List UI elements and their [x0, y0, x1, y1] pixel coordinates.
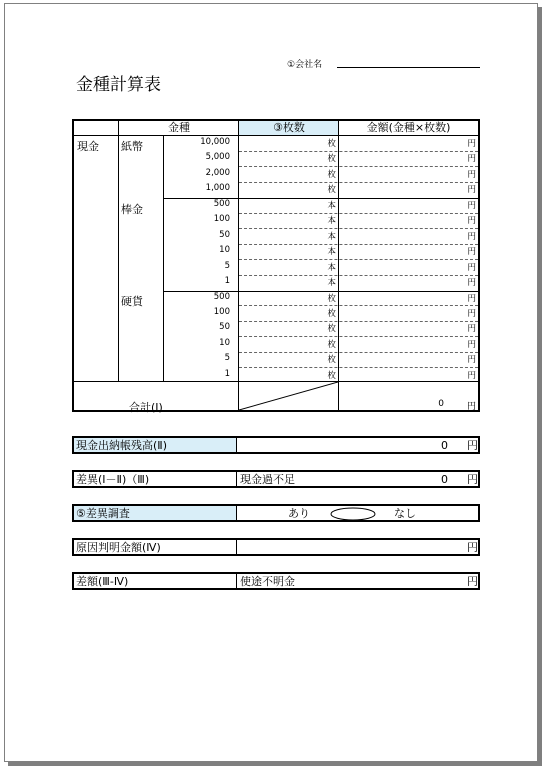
cause-yen: 円	[467, 541, 478, 554]
count-input[interactable]	[239, 307, 319, 320]
diff-yen: 円	[467, 473, 478, 486]
denomination-value: 10	[219, 337, 230, 348]
page-title: 金種計算表	[76, 75, 161, 95]
count-unit: 枚	[327, 169, 336, 180]
amount-yen: 円	[467, 185, 476, 196]
amount-yen: 円	[467, 355, 476, 366]
company-name-label: ①会社名	[287, 60, 323, 70]
denomination-value: 1,000	[205, 183, 230, 194]
denomination-value: 2,000	[205, 167, 230, 178]
amount-yen: 円	[467, 293, 476, 304]
amount-yen: 円	[467, 247, 476, 258]
count-unit: 枚	[327, 339, 336, 350]
group-shihei: 紙幣	[121, 140, 143, 153]
amount-cell	[340, 307, 460, 320]
survey-selection-ellipse	[330, 507, 376, 521]
total-yen: 円	[466, 402, 476, 412]
count-input[interactable]	[239, 353, 319, 366]
denomination-value: 5,000	[205, 152, 230, 163]
count-unit: 本	[327, 262, 336, 273]
count-input[interactable]	[239, 261, 319, 274]
balance-yen: 円	[467, 439, 478, 452]
amount-cell	[340, 137, 460, 150]
count-input[interactable]	[239, 214, 319, 227]
denomination-value: 500	[213, 198, 230, 209]
group-kouka: 硬貨	[121, 295, 143, 308]
amount-yen: 円	[467, 216, 476, 227]
amount-yen: 円	[467, 231, 476, 242]
cause-label: 原因判明金額(Ⅳ)	[74, 540, 237, 554]
denomination-value: 1	[224, 368, 230, 379]
count-input[interactable]	[239, 338, 319, 351]
amount-cell	[340, 230, 460, 243]
diff-value: 0	[441, 473, 448, 486]
denomination-value: 500	[213, 291, 230, 302]
denomination-value: 10	[219, 245, 230, 256]
company-name-field[interactable]	[337, 67, 480, 68]
count-unit: 本	[327, 231, 336, 242]
amount-cell	[340, 292, 460, 305]
amount-cell	[340, 369, 460, 382]
count-input[interactable]	[239, 322, 319, 335]
amount-cell	[340, 152, 460, 165]
count-input[interactable]	[239, 199, 319, 212]
count-input[interactable]	[239, 245, 319, 258]
count-input[interactable]	[239, 168, 319, 181]
count-input[interactable]	[239, 137, 319, 150]
count-unit: 本	[327, 216, 336, 227]
count-input[interactable]	[239, 292, 319, 305]
header-blank	[74, 121, 119, 136]
header-maisu: ③枚数	[239, 121, 339, 136]
denomination-value: 50	[219, 322, 230, 333]
count-input[interactable]	[239, 183, 319, 196]
count-unit: 枚	[327, 139, 336, 149]
count-unit: 枚	[327, 185, 336, 196]
amount-cell	[340, 168, 460, 181]
amount-cell	[340, 261, 460, 274]
count-unit: 枚	[327, 370, 336, 381]
denomination-value: 5	[224, 260, 230, 271]
final-label: 差額(Ⅲ-Ⅳ)	[74, 574, 237, 588]
denomination-value: 100	[213, 306, 230, 317]
balance-value[interactable]: 0	[441, 439, 448, 452]
amount-cell	[340, 214, 460, 227]
amount-cell	[340, 199, 460, 212]
total-label: 合計(Ⅰ)	[129, 401, 163, 414]
count-unit: 枚	[327, 308, 336, 319]
amount-yen: 円	[467, 370, 476, 381]
count-unit: 枚	[327, 154, 336, 165]
col-line-2	[163, 135, 164, 381]
survey-yes[interactable]: あり	[288, 507, 310, 520]
col-line-2-top	[118, 121, 119, 135]
amount-yen: 円	[467, 139, 476, 149]
amount-yen: 円	[467, 308, 476, 319]
diff-note: 現金過不足	[240, 473, 295, 486]
balance-row	[72, 436, 480, 454]
total-value: 0	[438, 399, 444, 409]
amount-yen: 円	[467, 169, 476, 180]
group-genkin: 現金	[77, 140, 99, 153]
survey-label: ⑤差異調査	[74, 506, 237, 520]
amount-yen: 円	[467, 278, 476, 289]
final-row	[72, 572, 480, 590]
count-unit: 枚	[327, 355, 336, 366]
amount-cell	[340, 276, 460, 289]
amount-yen: 円	[467, 339, 476, 350]
amount-yen: 円	[467, 262, 476, 273]
total-diagonal	[239, 382, 338, 410]
diff-row	[72, 470, 480, 488]
group-bokin: 棒金	[121, 203, 143, 216]
survey-row	[72, 504, 480, 522]
amount-yen: 円	[467, 200, 476, 211]
diff-label: 差異(Ⅰ－Ⅱ)（Ⅲ)	[74, 472, 237, 486]
amount-yen: 円	[467, 324, 476, 335]
amount-yen: 円	[467, 154, 476, 165]
final-note: 使途不明金	[240, 575, 295, 588]
header-kingaku: 金額(金種×枚数)	[339, 121, 478, 136]
amount-cell	[340, 183, 460, 196]
cause-row	[72, 538, 480, 556]
final-yen: 円	[467, 575, 478, 588]
count-input[interactable]	[239, 230, 319, 243]
balance-label: 現金出納帳残高(Ⅱ)	[74, 438, 237, 452]
count-input[interactable]	[239, 276, 319, 289]
denomination-table	[72, 119, 480, 412]
count-unit: 本	[327, 200, 336, 211]
denomination-value: 10,000	[200, 137, 230, 147]
denomination-value: 100	[213, 214, 230, 225]
count-unit: 枚	[327, 293, 336, 304]
amount-cell	[340, 338, 460, 351]
denomination-value: 50	[219, 229, 230, 240]
col-line-1	[118, 121, 119, 381]
amount-cell	[340, 353, 460, 366]
header-kinshu: 金種	[119, 121, 239, 136]
count-input[interactable]	[239, 152, 319, 165]
denomination-value: 1	[224, 276, 230, 287]
amount-cell	[340, 245, 460, 258]
count-unit: 枚	[327, 324, 336, 335]
amount-cell	[340, 322, 460, 335]
count-unit: 本	[327, 278, 336, 289]
count-input[interactable]	[239, 369, 319, 382]
count-unit: 本	[327, 247, 336, 258]
denomination-value: 5	[224, 353, 230, 364]
survey-no[interactable]: なし	[394, 507, 416, 520]
